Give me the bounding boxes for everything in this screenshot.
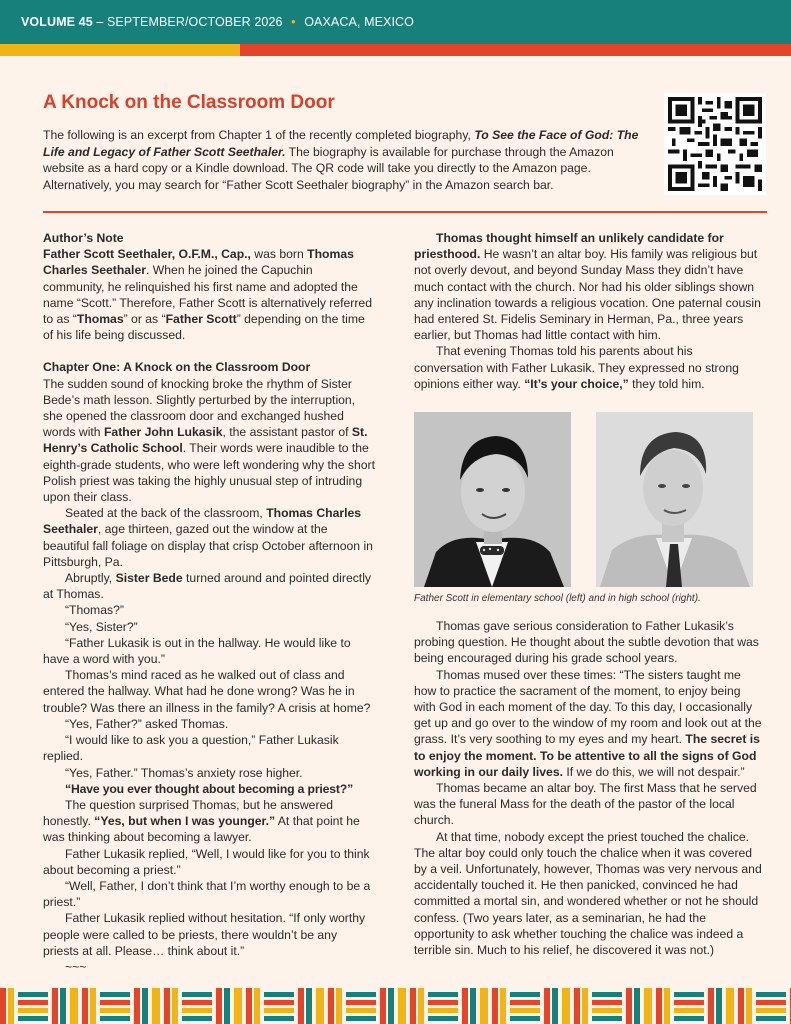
authors-note-body: Father Scott Seethaler, O.F.M., Cap., was born Thomas Charles Seethaler. When he joined the Capuchin community, he relinquished his first name and adopted the name “Scott.” Therefore, Father Scott is alternatively referred to as “Thomas” or as “Father Scott” depending on the time of his life being discussed. (43, 247, 372, 343)
border-pattern-block (462, 988, 468, 1024)
border-pattern-block (182, 992, 212, 997)
photo-pair (414, 412, 764, 587)
border-pattern-block (656, 988, 662, 1024)
border-pattern-block (592, 1016, 622, 1021)
border-pattern-block (134, 988, 140, 1024)
border-pattern-block (234, 988, 242, 1024)
masthead-bar (0, 0, 791, 44)
border-pattern-block (142, 988, 148, 1024)
photo-high-school (596, 412, 753, 587)
border-pattern-block (18, 992, 48, 997)
authors-note-heading: Author’s Note (43, 231, 124, 245)
decorative-bottom-border (0, 988, 791, 1024)
border-pattern-block (544, 988, 550, 1024)
border-pattern-block (674, 1016, 704, 1021)
border-pattern-block (738, 988, 744, 1024)
issue-dates: – SEPTEMBER/OCTOBER 2026 (96, 15, 283, 29)
paragraph: Thomas thought himself an unlikely candidate for priesthood. He wasn’t an altar boy. His family was religious but not overly devout, and beyond Sunday Mass they didn’t have much contact with the church. Nor had his older siblings shown any inclination towards a religious vocation. One paternal cousin had entered St. Fidelis Seminary in Herman, Pa., three years earlier, but Thomas had little contact with him. (414, 231, 761, 343)
border-pattern-block (726, 988, 734, 1024)
border-pattern-block (428, 1016, 458, 1021)
dialogue-line: Father Lukasik replied, “Well, I would like for you to think about becoming a priest.” (43, 846, 370, 877)
border-pattern-block (644, 988, 652, 1024)
dialogue-line: “Well, Father, I don’t think that I’m worthy enough to be a priest.” (43, 878, 371, 910)
border-pattern-block (510, 1016, 540, 1021)
border-pattern-block (182, 1008, 212, 1013)
paragraph: At that time, nobody except the priest touched the chalice. The altar boy could only touch the chalice when it was covered by a veil. Unfortunately, however, Thomas was very nervous and accidentally touched it. He then panicked, convinced he had committed a mortal sin, and wondered whether or not he should confess. (Two years later, as a seminarian, he had the opportunity to ask whether touching the chalice was indeed a terrible sin. Much to his relief, he discovered it was not.) (414, 829, 762, 958)
paragraph: That evening Thomas told his parents about his conversation with Father Lukasik. They expressed no strong opinions either way. “It’s your choice,” they told him. (414, 344, 739, 391)
border-pattern-block (510, 1000, 540, 1005)
border-pattern-block (428, 992, 458, 997)
border-pattern-block (100, 1016, 130, 1021)
header-stripe-yellow (0, 44, 240, 56)
paragraph: Thomas’s mind raced as he walked out of class and entered the hallway. What had he done wrong? Was he in trouble? Was there an illness in the family? A crisis at home? (43, 668, 371, 715)
border-pattern-block (398, 988, 406, 1024)
paragraph: The sudden sound of knocking broke the rhythm of Sister Bede’s math lesson. Slightly perturbed by the interruption, she opened the classroom door and exchanged hushed words with Father John Lukasik, the assistant pastor of St. Henry’s Catholic School. Their words were inaudible to the eighth-grade students, who were left wondering why the short Polish priest was taking the highly unusual step of intruding upon their class. (43, 376, 375, 505)
border-pattern-block (52, 988, 58, 1024)
paragraph: Thomas became an altar boy. The first Mass that he served was the funeral Mass for the death of the pastor of the local church. (414, 781, 757, 828)
right-column-continued (414, 618, 764, 958)
border-pattern-block (82, 988, 88, 1024)
dialogue-line: “Yes, Father.” Thomas’s anxiety rose higher. (65, 765, 303, 780)
border-pattern-block (428, 1000, 458, 1005)
dialogue-line: “Yes, Father?” asked Thomas. (65, 716, 229, 731)
border-pattern-block (664, 988, 670, 1024)
border-pattern-block (626, 988, 632, 1024)
border-pattern-block (164, 988, 170, 1024)
border-pattern-block (582, 988, 588, 1024)
border-pattern-block (306, 988, 312, 1024)
chapter-heading: Chapter One: A Knock on the Classroom Door (43, 360, 311, 375)
border-pattern-block (756, 1008, 786, 1013)
dialogue-line: Father Lukasik replied without hesitation. “If only worthy people were called to be priests, there wouldn’t be any priests at all. Please… think about it.” (43, 911, 366, 958)
border-pattern-block (316, 988, 324, 1024)
border-pattern-block (552, 988, 558, 1024)
border-pattern-block (100, 1000, 130, 1005)
location-label: OAXACA, MEXICO (304, 15, 414, 29)
border-pattern-block (510, 1008, 540, 1013)
dialogue-line: “Yes, Sister?” (65, 619, 138, 634)
border-pattern-block (346, 1000, 376, 1005)
border-pattern-block (100, 1008, 130, 1013)
paragraph: Seated at the back of the classroom, Thomas Charles Seethaler, age thirteen, gazed out the window at the beautiful fall foliage on display that crisp October afternoon in Pittsburgh, Pa. (43, 506, 373, 569)
border-pattern-block (182, 1016, 212, 1021)
border-pattern-block (182, 1000, 212, 1005)
border-pattern-block (172, 988, 178, 1024)
border-pattern-block (70, 988, 78, 1024)
border-pattern-block (264, 992, 294, 997)
photo-elementary-school (414, 412, 571, 587)
border-pattern-block (500, 988, 506, 1024)
book-title: To See the Face of God: The Life and Legacy of Father Scott Seethaler. (43, 128, 639, 159)
paragraph: Thomas gave serious consideration to Father Lukasik’s probing question. He thought about the subtle devotion that was being encouraged during his grade school years. (414, 619, 759, 666)
bullet-dot: • (291, 15, 296, 29)
border-pattern-block (756, 1016, 786, 1021)
border-pattern-block (674, 1000, 704, 1005)
border-pattern-block (480, 988, 488, 1024)
border-pattern-block (254, 988, 260, 1024)
border-pattern-block (574, 988, 580, 1024)
border-pattern-block (380, 988, 386, 1024)
border-pattern-block (410, 988, 416, 1024)
border-pattern-block (18, 1000, 48, 1005)
border-pattern-block (510, 992, 540, 997)
border-pattern-block (388, 988, 394, 1024)
paragraph: The question surprised Thomas, but he answered honestly. “Yes, but when I was younger.” At that point he was thinking about becoming a lawyer. (43, 797, 360, 845)
border-pattern-block (756, 992, 786, 997)
border-pattern-block (8, 988, 14, 1024)
border-pattern-block (674, 992, 704, 997)
border-pattern-block (674, 1008, 704, 1013)
header-stripe-red (240, 44, 791, 56)
border-pattern-block (592, 1000, 622, 1005)
photo-caption: Father Scott in elementary school (left) and in high school (right). (414, 593, 701, 604)
border-pattern-block (100, 992, 130, 997)
border-pattern-block (246, 988, 252, 1024)
border-pattern-block (298, 988, 304, 1024)
border-pattern-block (264, 1000, 294, 1005)
border-pattern-block (492, 988, 498, 1024)
left-column (43, 230, 375, 975)
border-pattern-block (216, 988, 222, 1024)
border-pattern-block (716, 988, 722, 1024)
border-pattern-block (224, 988, 230, 1024)
border-pattern-block (328, 988, 334, 1024)
border-pattern-block (60, 988, 66, 1024)
article-title: A Knock on the Classroom Door (43, 92, 335, 113)
dialogue-line: “Father Lukasik is out in the hallway. He would like to have a word with you.” (43, 635, 351, 667)
border-pattern-block (18, 1008, 48, 1013)
border-pattern-block (264, 1008, 294, 1013)
border-pattern-block (746, 988, 752, 1024)
article-intro: The following is an excerpt from Chapter 1 of the recently completed biography, To See the Face of God: The Life and Legacy of Father Scott Seethaler. The biography is available for purchase through the Amazon website as a hard copy or a Kindle download. The QR code will take you directly to the Amazon page. Alternatively, you may search for “Father Scott Seethaler biography” in the Amazon search bar. (43, 128, 639, 192)
right-column (414, 230, 764, 392)
border-pattern-block (592, 992, 622, 997)
border-pattern-block (18, 1016, 48, 1021)
section-separator: ~~~ (65, 959, 87, 974)
border-pattern-block (346, 1016, 376, 1021)
border-pattern-block (756, 1000, 786, 1005)
section-divider (43, 211, 767, 213)
paragraph: Thomas mused over these times: “The sisters taught me how to practice the sacrament of the moment, to enjoy being with God in each moment of the day. To this day, I occasionally get up and go over to the window of my room and look out at the grass. It’s very soothing to my eyes and my heart. The secret is to enjoy the moment. To be attentive to all the signs of God working in our daily lives. If we do this, we will not despair.” (414, 667, 762, 779)
border-pattern-block (0, 988, 6, 1024)
border-pattern-block (346, 992, 376, 997)
border-pattern-block (346, 1008, 376, 1013)
border-pattern-block (592, 1008, 622, 1013)
border-pattern-block (418, 988, 424, 1024)
volume-label: VOLUME 45 (21, 15, 93, 29)
border-pattern-block (152, 988, 160, 1024)
border-pattern-block (470, 988, 476, 1024)
qr-code-icon[interactable] (664, 93, 766, 195)
paragraph: Abruptly, Sister Bede turned around and pointed directly at Thomas. (43, 571, 371, 602)
border-pattern-block (634, 988, 640, 1024)
border-pattern-block (708, 988, 714, 1024)
dialogue-line: “Have you ever thought about becoming a priest?” (65, 781, 354, 796)
qr-code-graphic (668, 97, 762, 191)
border-pattern-block (264, 1016, 294, 1021)
border-pattern-block (90, 988, 96, 1024)
border-pattern-block (336, 988, 342, 1024)
border-pattern-block (428, 1008, 458, 1013)
border-pattern-block (562, 988, 570, 1024)
dialogue-line: “Thomas?” (65, 603, 124, 618)
dialogue-line: “I would like to ask you a question,” Father Lukasik replied. (43, 733, 339, 764)
